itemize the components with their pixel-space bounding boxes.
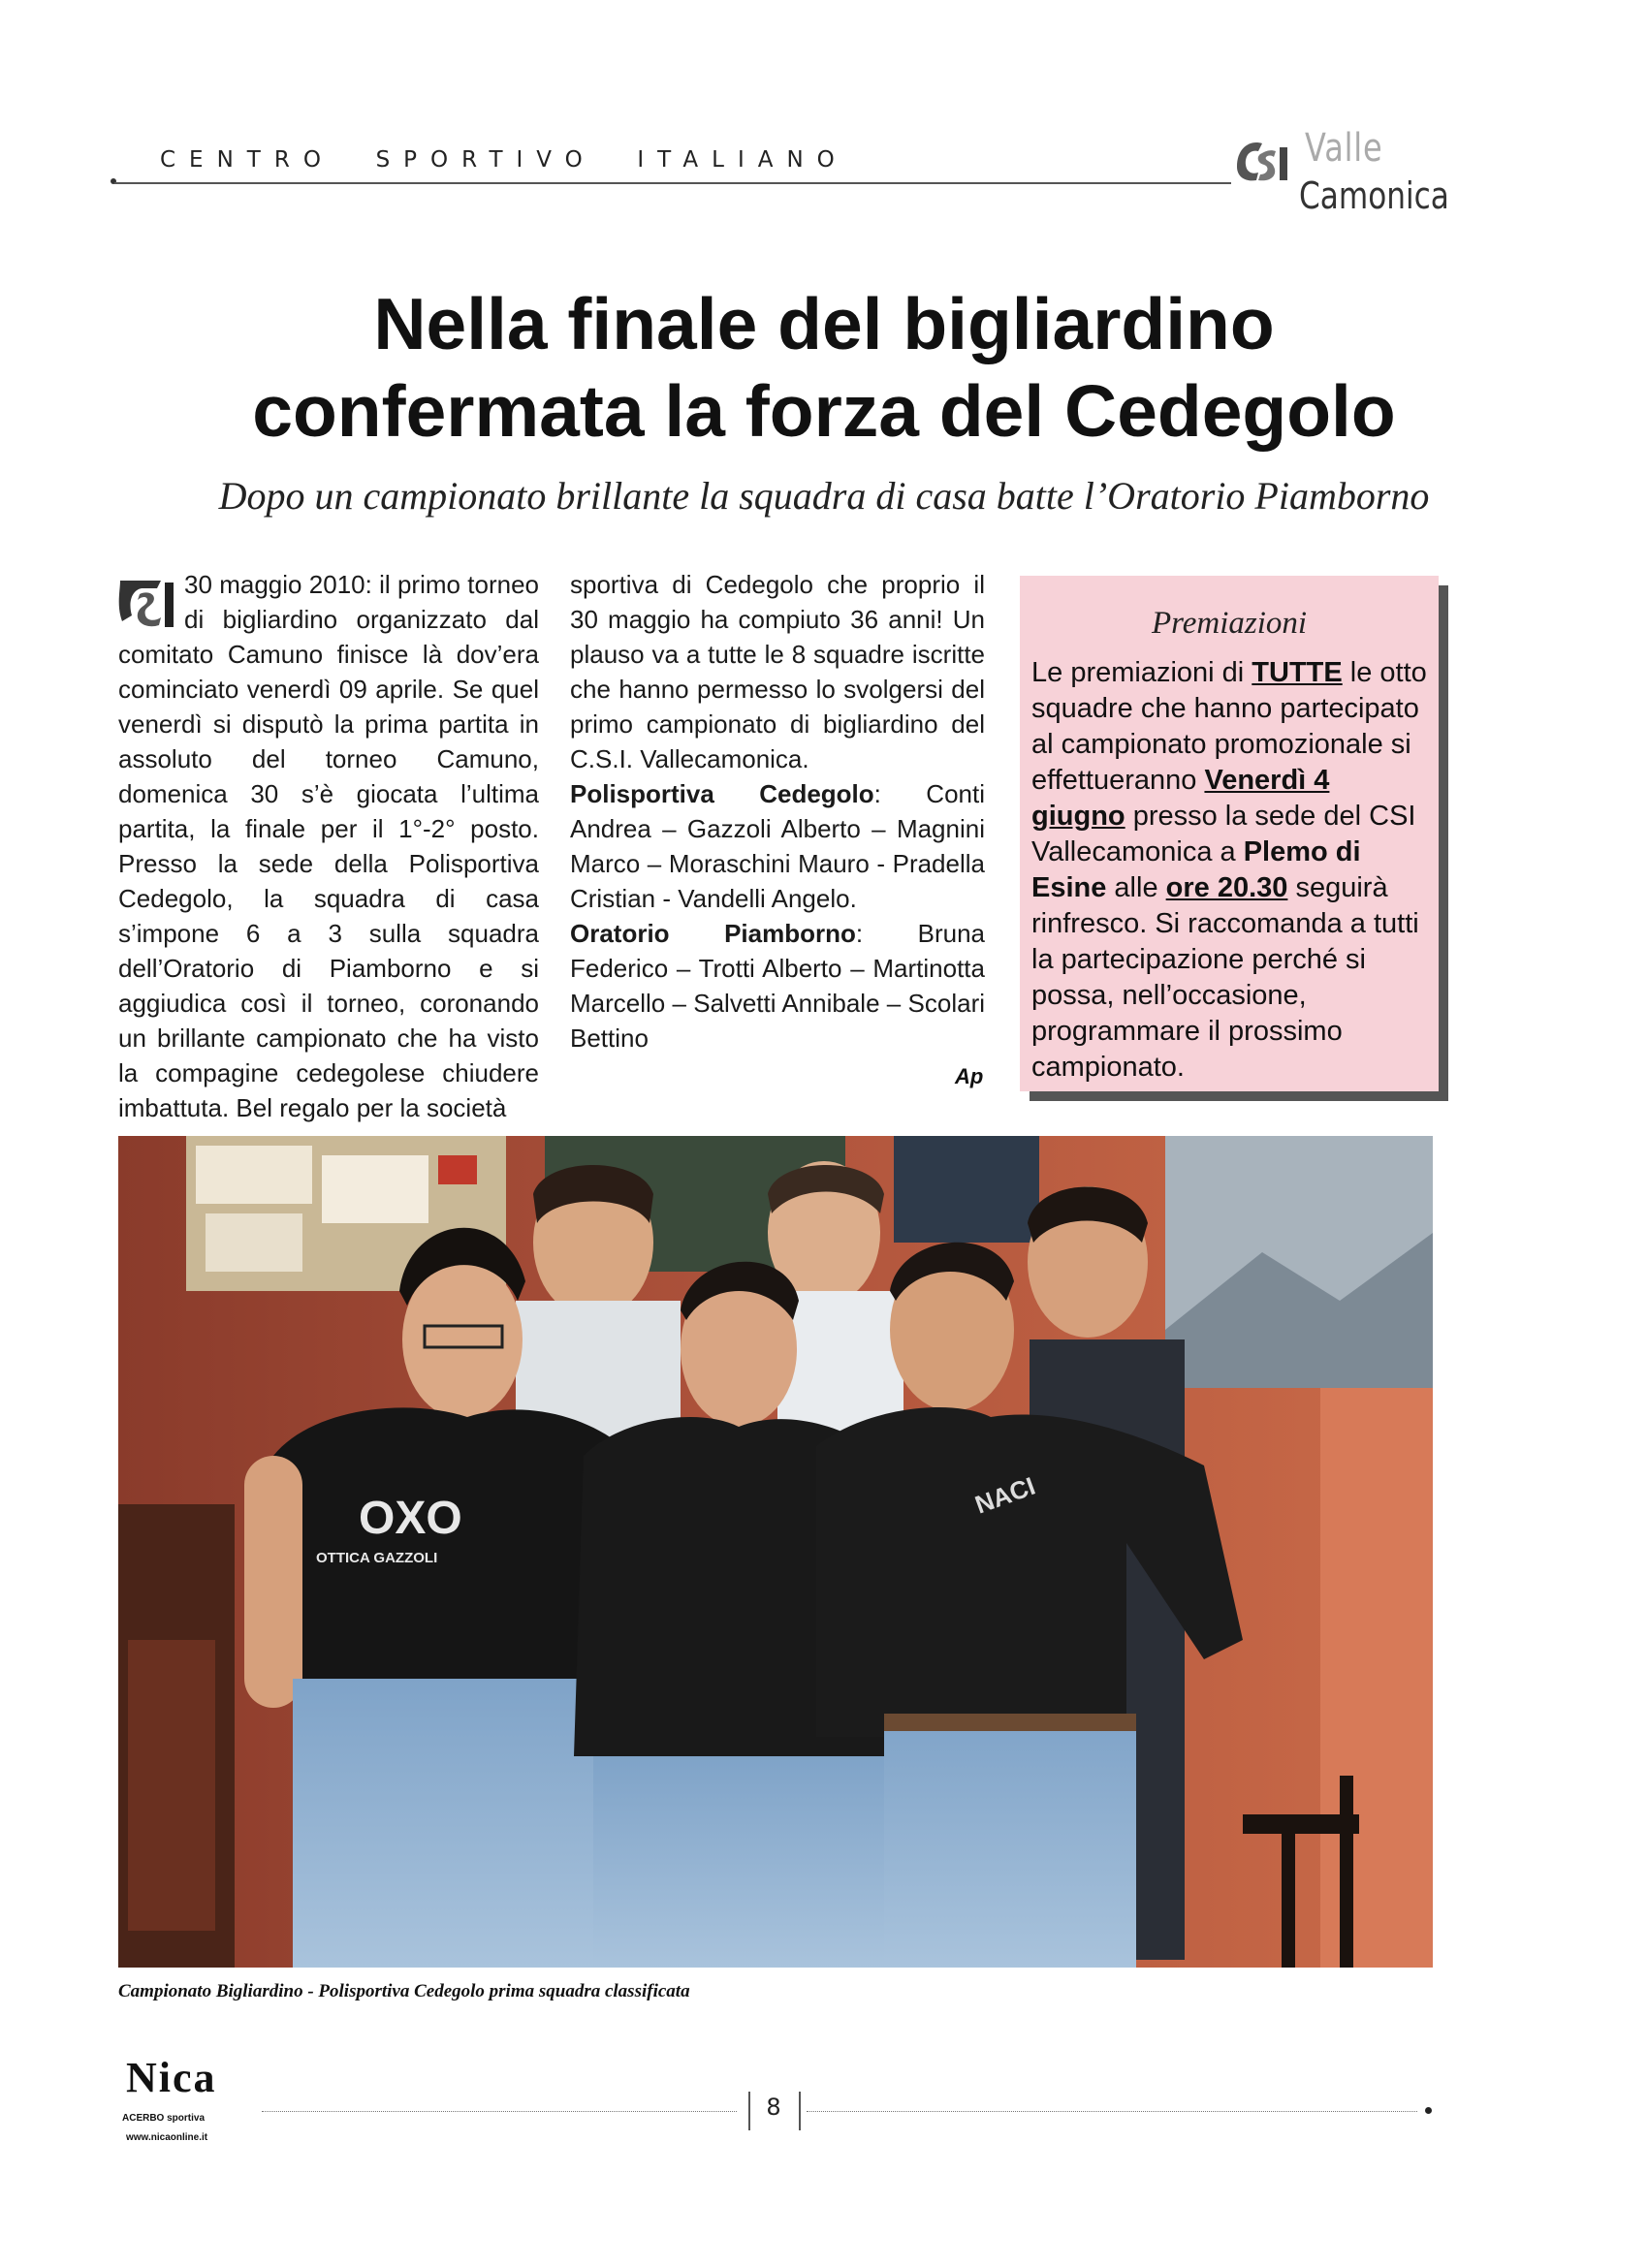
photo-caption: Campionato Bigliardino - Polisportiva Cedegolo prima squadra classificata (118, 1981, 690, 2001)
page-number-bar-right (799, 2092, 801, 2130)
org-word-1: CENTRO (160, 147, 334, 173)
author-signature: Ap (955, 1064, 984, 1088)
sidebar-text-1: Le premiazioni di (1031, 657, 1252, 688)
org-name (160, 147, 848, 173)
sidebar-title: Premiazioni (1151, 606, 1308, 641)
nica-brand-sub: ACERBO sportiva (122, 2113, 206, 2124)
nica-brand-logo: Nica (126, 2054, 217, 2101)
team-photo (118, 1136, 1433, 1968)
sidebar-date: Venerdì 4 giugno (1031, 765, 1330, 832)
article-column-2 (570, 567, 985, 1055)
team-1-name: Polisportiva Cedegolo (570, 779, 874, 808)
article-text-col-2: sportiva di Cedegolo che proprio il 30 maggio ha compiuto 36 anni! Un plauso va a tutte le 8 squadre iscritte che hanno permesso lo svolgersi del primo campionato di bigliardino del C.S.I. Vallecamonica. (570, 570, 985, 773)
sidebar-text-5: presso la sede del CSI Vallecamonica a (1031, 801, 1416, 867)
footer-rule-left (262, 2111, 737, 2112)
page-number: 8 (766, 2094, 781, 2121)
org-word-2: SPORTIVO (375, 147, 596, 173)
nica-url: www.nicaonline.it (126, 2132, 208, 2143)
team-2-players: : Bruna Federico – Trotti Alberto – Martinotta Marcello – Salvetti Annibale – Scolari Bettino (570, 919, 985, 1053)
csi-logo-icon (1233, 134, 1293, 186)
article-text-col-1: 30 maggio 2010: il primo torneo di bigliardino organizzato dal comitato Camuno finisce là dov’era cominciato venerdì 09 aprile. Se quel venerdì si disputò la prima partita in assoluto del torneo Camuno, domenica 30 s’è giocata l’ultima partita, la finale per il 1°-2° posto. Presso la sede della Polisportiva Cedegolo, la squadra di casa s’impone 6 a 3 sulla squadra dell’Oratorio di Piamborno e si aggiudica così il torneo, coronando un brillante campionato che ha visto la compagine cedegolese chiudere imbattuta. Bel regalo per la società (118, 570, 539, 1122)
logo-valle: Valle (1305, 126, 1383, 171)
footer-rule-right (807, 2111, 1417, 2112)
page-number-bar-left (748, 2092, 750, 2130)
sidebar-time: ore 20.30 (1165, 872, 1288, 903)
sidebar-text-3: le otto squadre che hanno partecipato al campionato promozionale si effettueranno (1031, 657, 1427, 796)
article-column-1 (118, 567, 539, 1125)
org-word-3: ITALIANO (637, 147, 848, 173)
article-title-line-1: Nella finale del bigliardino (373, 283, 1275, 364)
logo-camonica: Camonica (1299, 174, 1449, 217)
article-title-line-2: confermata la forza del Cedegolo (252, 370, 1396, 452)
csi-dropcap-icon (118, 573, 178, 629)
oxo-logo-icon: OXO (359, 1493, 462, 1544)
team-photo-image (118, 1136, 1433, 1968)
shirt-print: OTTICA GAZZOLI (316, 1550, 438, 1566)
article-subtitle: Dopo un campionato brillante la squadra di casa batte l’Oratorio Piamborno (218, 474, 1430, 518)
sidebar-text-9: seguirà rinfresco. Si raccomanda a tutti la partecipazione perché si possa, nell’occasione, programmare il prossimo campionato. (1031, 872, 1419, 1083)
header-rule (114, 182, 1231, 184)
jacket-logo-icon: NACI (970, 1470, 1039, 1520)
footer-dot (1425, 2107, 1432, 2114)
sidebar-text (1031, 655, 1427, 1086)
sidebar-text-2: TUTTE (1252, 657, 1343, 688)
sidebar-location: Plemo di Esine (1031, 836, 1361, 903)
team-2-name: Oratorio Piamborno (570, 919, 856, 948)
team-1-players: : Conti Andrea – Gazzoli Alberto – Magnini Marco – Moraschini Mauro - Pradella Cristian - Vandelli Angelo. (570, 779, 985, 913)
team-2-roster (570, 916, 985, 1055)
team-1-roster (570, 776, 985, 916)
sidebar-text-7: alle (1106, 872, 1166, 903)
